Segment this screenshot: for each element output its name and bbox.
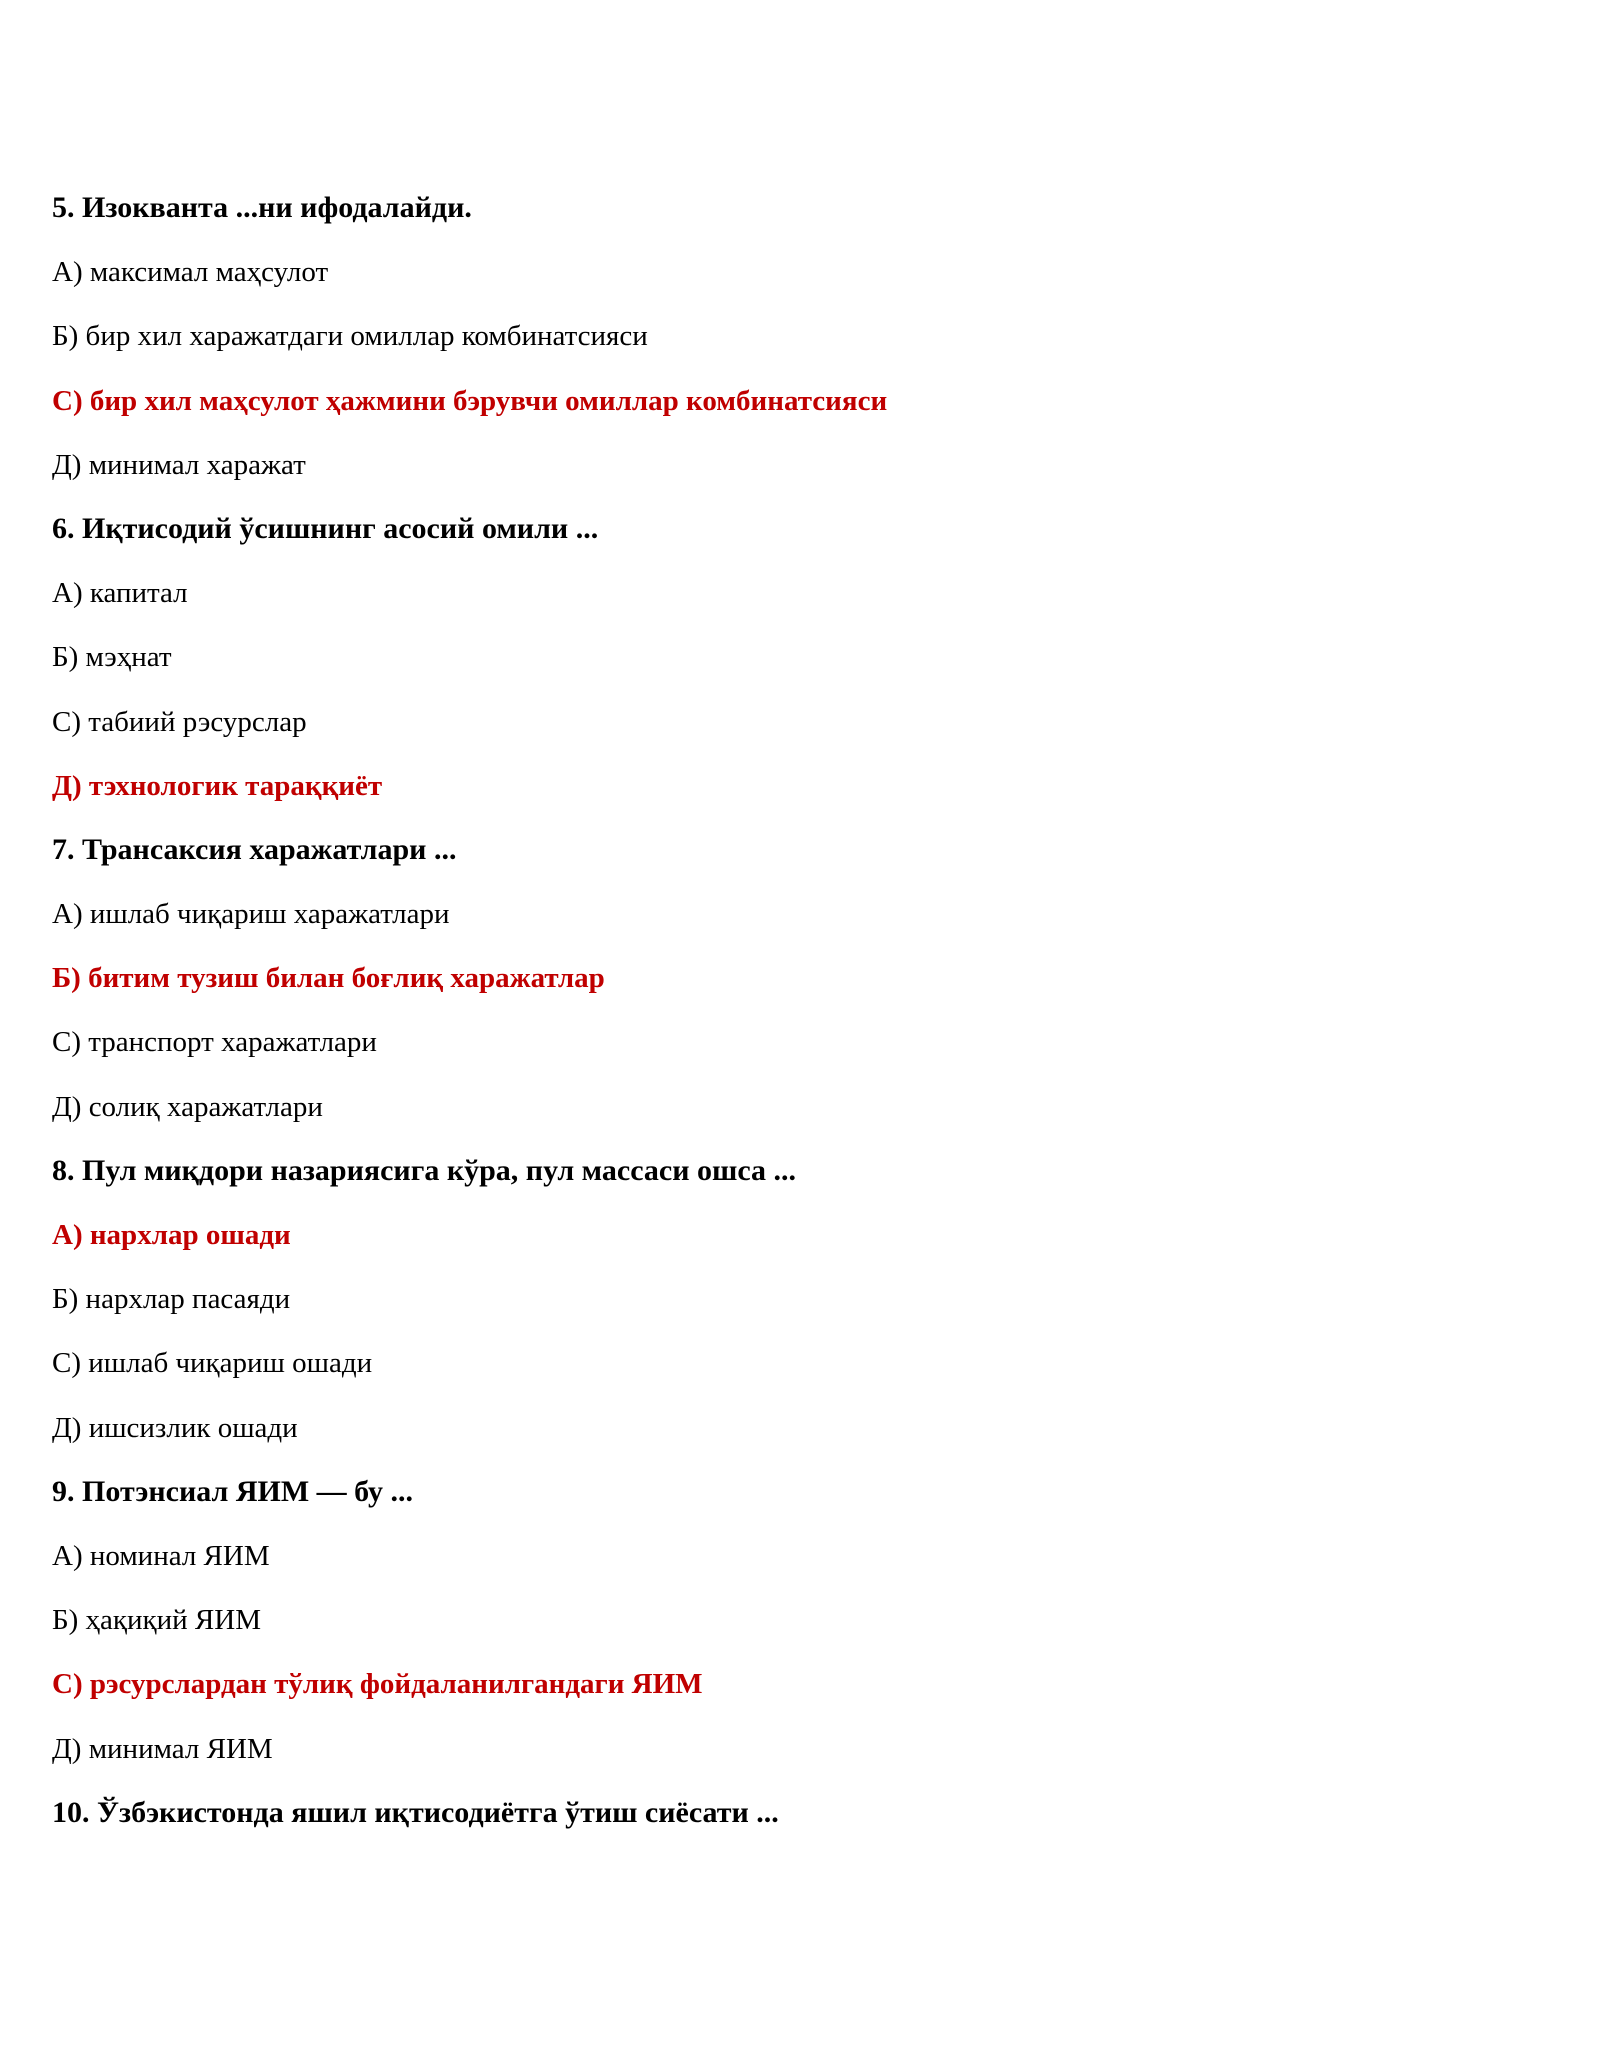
question-7-option-a: А) ишлаб чиқариш харажатлари (52, 898, 450, 931)
question-6-option-b: Б) мэҳнат (52, 641, 172, 674)
question-9: 9. Потэнсиал ЯИМ — бу ... (52, 1474, 414, 1508)
question-6-option-d-correct: Д) тэхнологик тараққиёт (52, 769, 383, 802)
question-6: 6. Иқтисодий ўсишнинг асосий омили ... (52, 511, 599, 545)
question-8-option-d: Д) ишсизлик ошади (52, 1411, 298, 1444)
question-5-option-c-correct: С) бир хил маҳсулот ҳажмини бэрувчи омиллар комбинатсияси (52, 384, 888, 417)
test-document (52, 182, 1552, 1851)
question-5-option-a: А) максимал маҳсулот (52, 256, 329, 289)
question-8-option-a-correct: А) нархлар ошади (52, 1219, 291, 1251)
question-5: 5. Изокванта ...ни ифодалайди. (52, 191, 472, 224)
question-6-option-a: А) капитал (52, 577, 188, 610)
question-9-option-b: Б) ҳақиқий ЯИМ (52, 1604, 261, 1637)
question-7-option-b-correct: Б) битим тузиш билан боғлиқ харажатлар (52, 962, 605, 995)
question-7-option-c: С) транспорт харажатлари (52, 1026, 377, 1059)
question-5-option-d: Д) минимал харажат (52, 448, 306, 481)
question-8: 8. Пул миқдори назариясига кўра, пул массаси ошса ... (52, 1153, 797, 1187)
question-8-option-b: Б) нархлар пасаяди (52, 1283, 291, 1316)
question-9-option-a: А) номинал ЯИМ (52, 1539, 270, 1572)
question-6-option-c: С) табиий рэсурслар (52, 705, 307, 738)
question-8-option-c: С) ишлаб чиқариш ошади (52, 1347, 373, 1380)
question-5-option-b: Б) бир хил харажатдаги омиллар комбинатсияси (52, 320, 648, 353)
question-7: 7. Трансаксия харажатлари ... (52, 832, 457, 866)
question-9-option-c-correct: С) рэсурслардан тўлиқ фойдаланилгандаги ЯИМ (52, 1668, 703, 1701)
question-9-option-d: Д) минимал ЯИМ (52, 1732, 273, 1765)
question-10: 10. Ўзбэкистонда яшил иқтисодиётга ўтиш сиёсати ... (52, 1795, 779, 1829)
question-7-option-d: Д) солиқ харажатлари (52, 1090, 323, 1123)
